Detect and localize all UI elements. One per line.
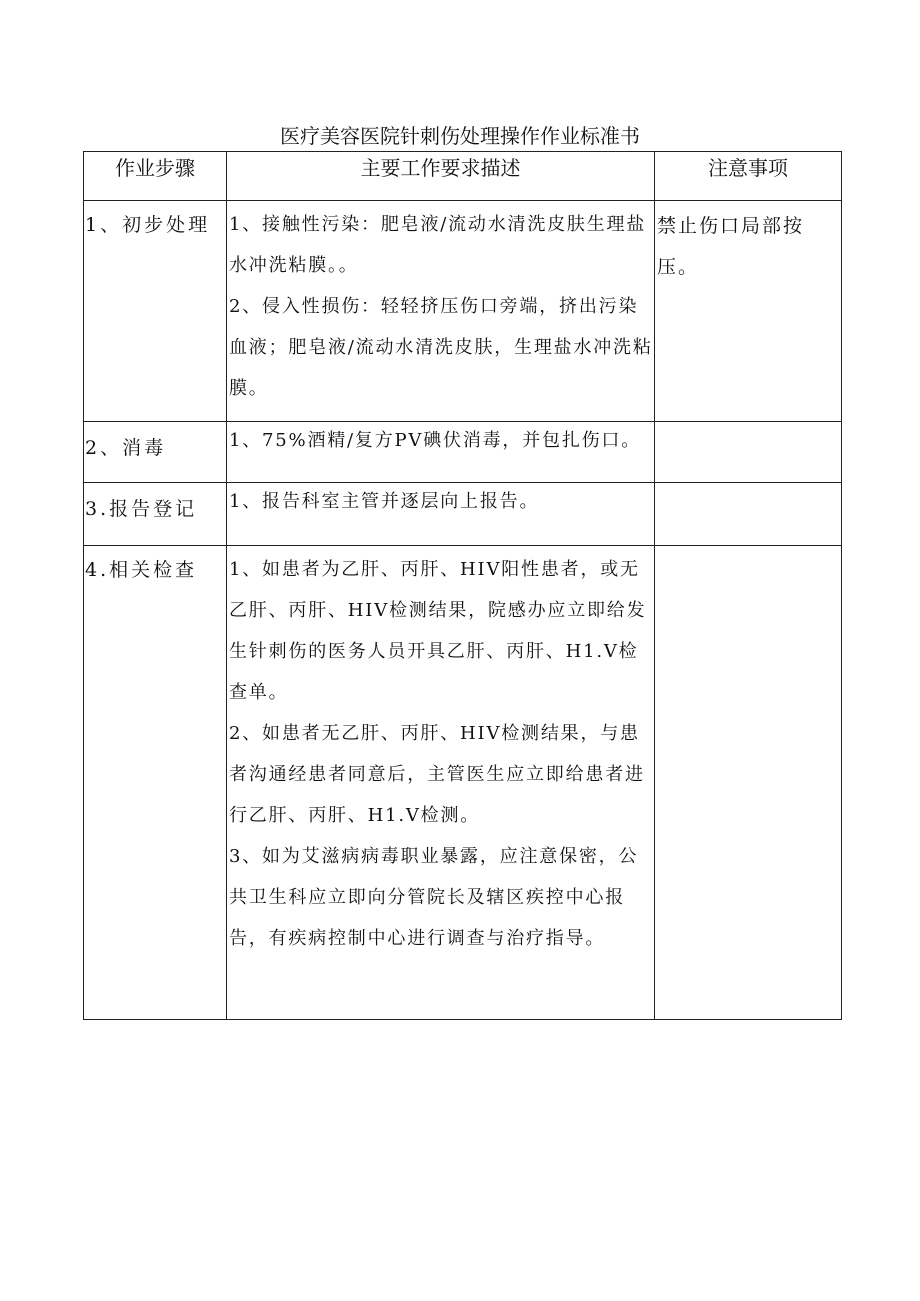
header-notes: 注意事项: [655, 152, 842, 201]
step-cell: 4.相关检查: [84, 546, 227, 1020]
step-cell: 3.报告登记: [84, 483, 227, 546]
step-cell: 2、消毒: [84, 422, 227, 483]
table-row: [84, 422, 842, 483]
note-cell: [655, 546, 842, 1020]
note-cell: [655, 483, 842, 546]
procedure-table: [83, 151, 842, 1020]
description-item: 1、接触性污染：肥皂液/流动水清洗皮肤生理盐水冲洗粘膜。。: [229, 214, 647, 276]
note-cell: [655, 422, 842, 483]
description-item: 2、侵入性损伤：轻轻挤压伤口旁端，挤出污染血液；肥皂液/流动水清洗皮肤，生理盐水冲洗粘膜。: [229, 296, 653, 399]
table-header-row: [84, 152, 842, 201]
description-item: 1、如患者为乙肝、丙肝、HIV阳性患者，或无乙肝、丙肝、HIV检测结果，院感办应立即给发生针刺伤的医务人员开具乙肝、丙肝、H1.V检查单。: [229, 559, 647, 703]
description-item: 2、如患者无乙肝、丙肝、HIV检测结果，与患者沟通经患者同意后，主管医生应立即给患者进行乙肝、丙肝、H1.V检测。: [229, 723, 645, 826]
description-item: 1、75%酒精/复方PV碘伏消毒，并包扎伤口。: [229, 430, 642, 451]
table-row: [84, 201, 842, 422]
description-item: 1、报告科室主管并逐层向上报告。: [229, 491, 540, 512]
description-cell: [227, 483, 655, 546]
table-row: [84, 546, 842, 1020]
header-description: 主要工作要求描述: [227, 152, 655, 201]
note-cell: 禁止伤口局部按压。: [655, 201, 842, 422]
table-row: [84, 483, 842, 546]
description-cell: [227, 422, 655, 483]
description-item: 3、如为艾滋病病毒职业暴露，应注意保密，公共卫生科应立即向分管院长及辖区疾控中心报告，有疾病控制中心进行调查与治疗指导。: [229, 846, 639, 949]
document-title: 医疗美容医院针刺伤处理操作作业标准书: [280, 124, 640, 148]
step-cell: 1、初步处理: [84, 201, 227, 422]
header-step: 作业步骤: [84, 152, 227, 201]
description-cell: [227, 201, 655, 422]
description-cell: [227, 546, 655, 1020]
